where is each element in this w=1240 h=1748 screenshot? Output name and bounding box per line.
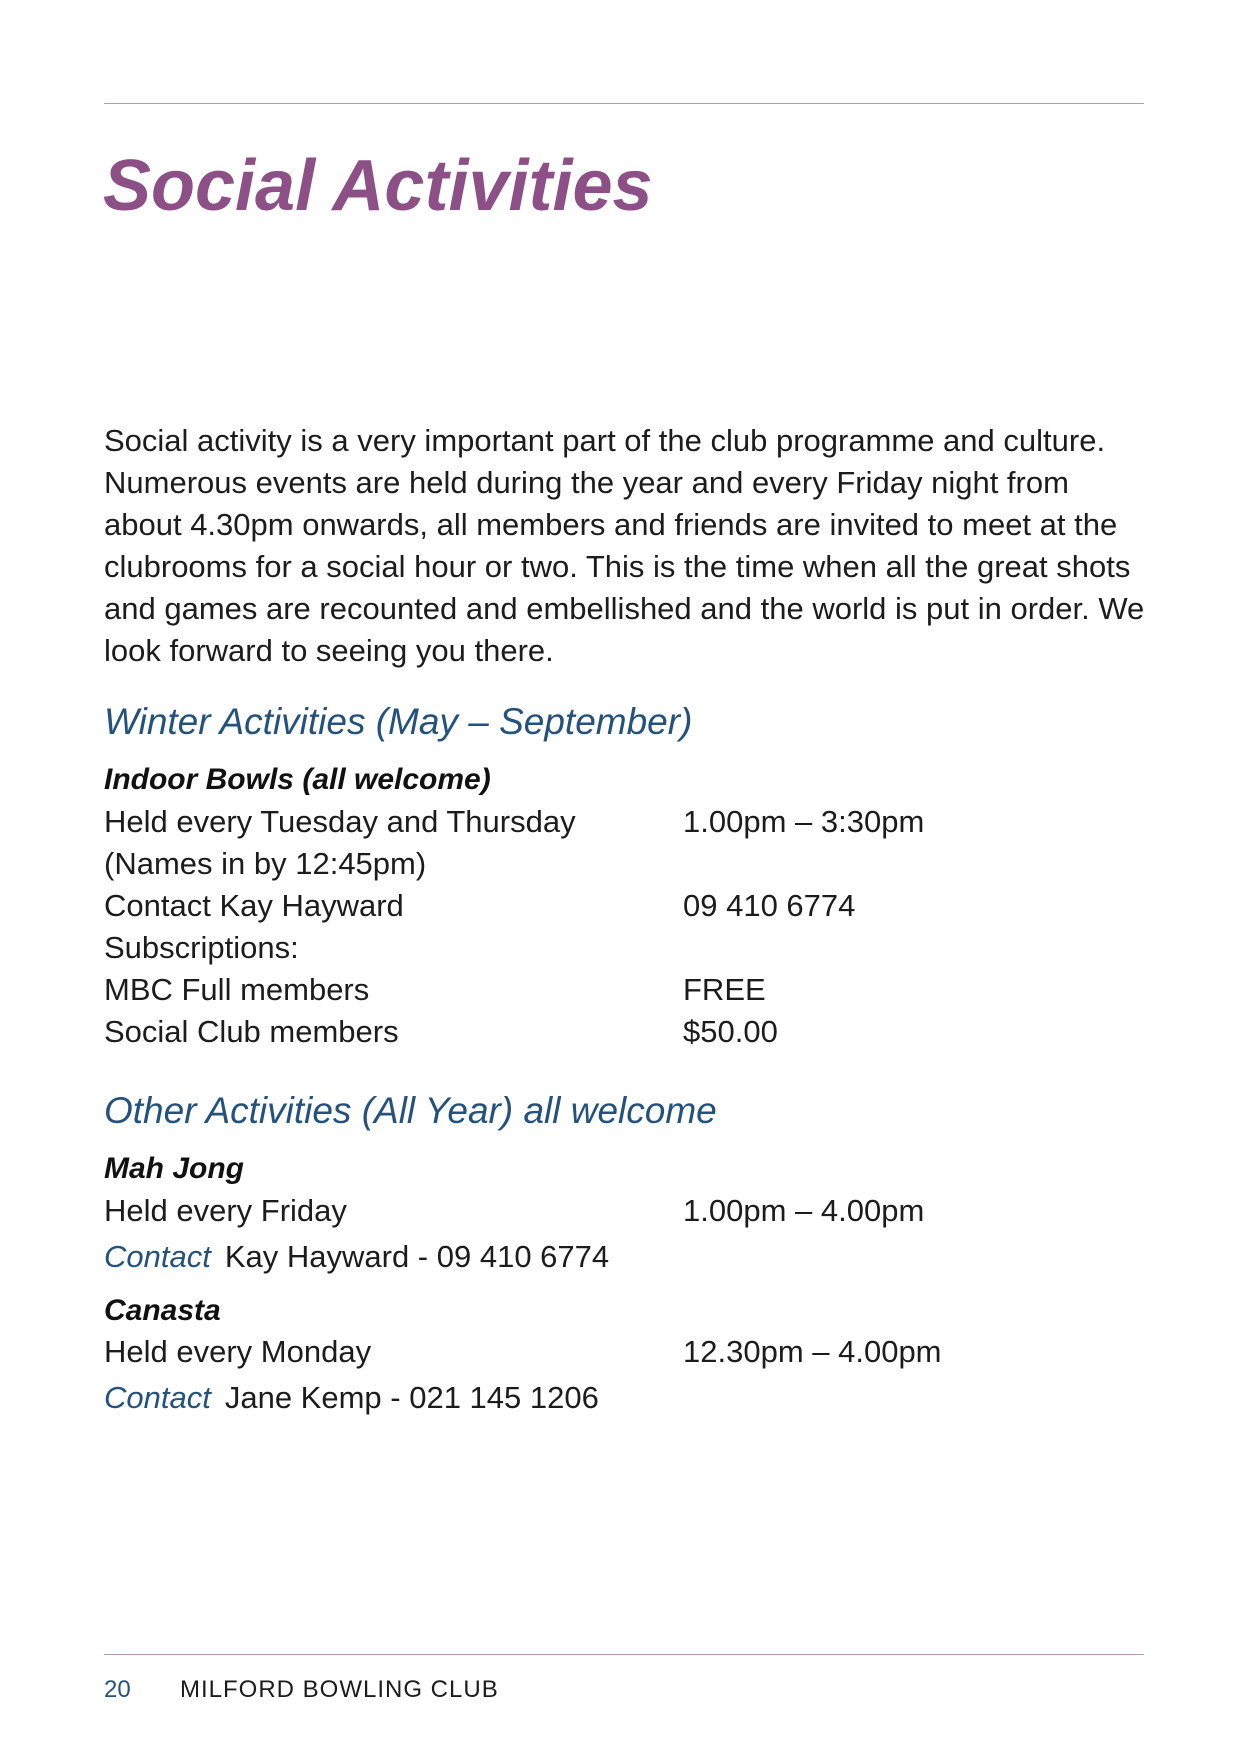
canasta-contact: Jane Kemp - 021 145 1206 xyxy=(224,1380,599,1415)
mah-jong-contact: Kay Hayward - 09 410 6774 xyxy=(224,1239,610,1274)
mah-jong-time: 1.00pm – 4.00pm xyxy=(683,1193,925,1228)
page-number: 20 xyxy=(104,1676,131,1703)
subscriptions-label: Subscriptions: xyxy=(104,930,299,965)
bottom-divider xyxy=(104,1654,1144,1655)
subscription-social-members-value: $50.00 xyxy=(683,1014,778,1049)
indoor-bowls-heading: Indoor Bowls (all welcome) xyxy=(104,763,491,796)
canasta-heading: Canasta xyxy=(104,1294,221,1327)
other-activities-heading: Other Activities (All Year) all welcome xyxy=(104,1090,717,1131)
indoor-bowls-time: 1.00pm – 3:30pm xyxy=(683,804,925,839)
canasta-held: Held every Monday xyxy=(104,1334,372,1369)
subscription-social-members-label: Social Club members xyxy=(104,1014,399,1049)
mah-jong-contact-line xyxy=(104,1241,609,1272)
indoor-bowls-held: Held every Tuesday and Thursday xyxy=(104,804,576,839)
canasta-time: 12.30pm – 4.00pm xyxy=(683,1334,942,1369)
indoor-bowls-names-note: (Names in by 12:45pm) xyxy=(104,846,427,881)
page-title: Social Activities xyxy=(103,146,653,226)
canasta-contact-label: Contact xyxy=(104,1380,211,1415)
mah-jong-held: Held every Friday xyxy=(104,1193,347,1228)
intro-paragraph: Social activity is a very important part of the club programme and culture. Numerous events are held during the year and every Friday night from about 4.30pm onwards, all members and friends are invited to meet at the clubrooms for a social hour or two. This is the time when all the great shots and games are recounted and embellished and the world is put in order. We look forward to seeing you there. xyxy=(104,423,1145,668)
indoor-bowls-contact-phone: 09 410 6774 xyxy=(683,888,856,923)
footer-club-name: MILFORD BOWLING CLUB xyxy=(180,1676,499,1703)
winter-activities-heading: Winter Activities (May – September) xyxy=(104,701,693,742)
canasta-contact-line xyxy=(104,1382,599,1413)
top-divider xyxy=(104,103,1144,104)
indoor-bowls-contact: Contact Kay Hayward xyxy=(104,888,404,923)
mah-jong-heading: Mah Jong xyxy=(104,1152,244,1185)
mah-jong-contact-label: Contact xyxy=(104,1239,211,1274)
subscription-full-members-value: FREE xyxy=(683,972,766,1007)
subscription-full-members-label: MBC Full members xyxy=(104,972,370,1007)
